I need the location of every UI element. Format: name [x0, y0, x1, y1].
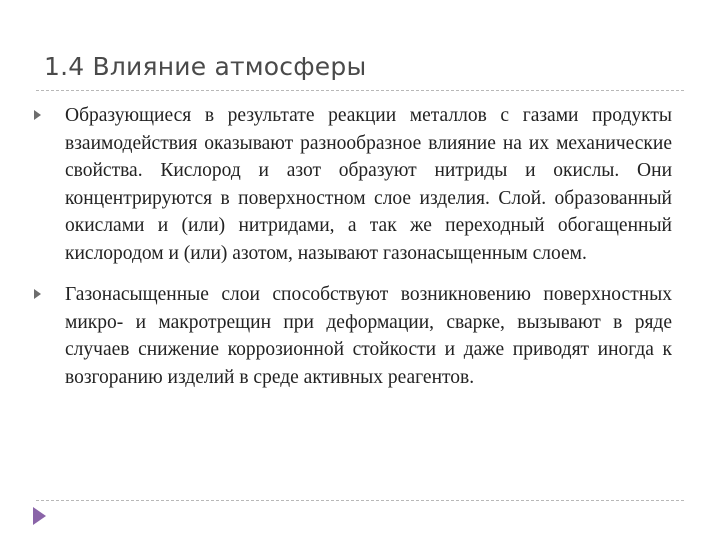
triangle-right-icon [34, 110, 41, 120]
next-slide-arrow-icon[interactable] [33, 507, 46, 525]
title-divider [36, 90, 684, 91]
bullet-text: Газонасыщенные слои способствуют возникновению поверхностных микро- и макротрещин при деформации, сварке, вызывают в ряде случаев снижение коррозионной стойкости и даже приводят иногда к возгоранию изделий в среде активных реагентов. [65, 284, 672, 388]
footer-divider [36, 500, 684, 501]
bullet-list [34, 102, 672, 391]
slide-title: 1.4 Влияние атмосферы [44, 52, 367, 81]
bullet-item [34, 102, 672, 267]
triangle-right-icon [34, 289, 41, 299]
bullet-text: Образующиеся в результате реакции металлов с газами продукты взаимодействия оказывают разнообразное влияние на их механические свойства. Кислород и азот образуют нитриды и окислы. Они концентрируются в поверхностном слое изделия. Слой. образованный окислами и (или) нитридами, а так же переходный обогащенный кислородом и (или) азотом, называют газонасыщенным слоем. [65, 105, 672, 264]
bullet-item [34, 281, 672, 391]
